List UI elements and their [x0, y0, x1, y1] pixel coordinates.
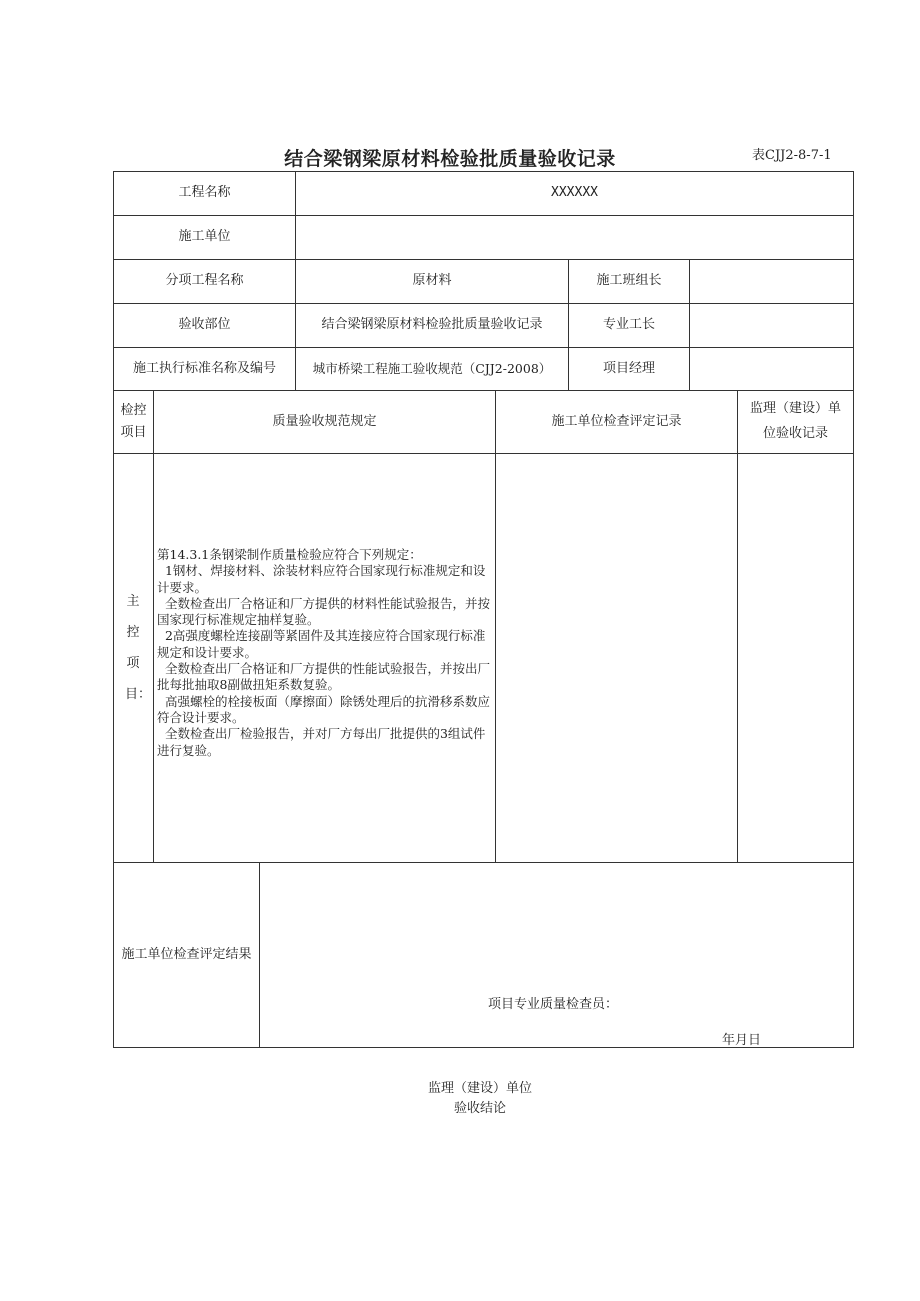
- main-control-label: [118, 586, 152, 710]
- contractor-record-cell: [496, 454, 737, 862]
- pm-value: [690, 348, 853, 390]
- column-header-contractor-record: 施工单位检查评定记录: [551, 413, 682, 429]
- date-label: 年月日: [722, 1033, 762, 1048]
- column-header-check-item: 检控项目: [120, 402, 147, 440]
- subitem-value: 原材料: [412, 273, 452, 289]
- main-control-label-text: 主控项目：: [125, 594, 152, 702]
- col-divider: [259, 862, 260, 1047]
- standard-value: 城市桥梁工程施工验收规范（CJJ2-2008）: [312, 361, 552, 376]
- standard-label: 施工执行标准名称及编号: [132, 360, 276, 376]
- table-border-right: [853, 171, 854, 1048]
- team-leader-value: [690, 260, 853, 303]
- contractor-label: 施工单位: [178, 229, 231, 245]
- team-leader-label: 施工班组长: [596, 273, 662, 289]
- column-header-spec: 质量验收规范规定: [272, 413, 377, 429]
- inspector-label: 项目专业质量检查员：: [488, 997, 619, 1012]
- pm-label: 项目经理: [602, 360, 655, 376]
- result-label: 施工单位检查评定结果: [121, 946, 252, 962]
- col-divider: [153, 390, 154, 862]
- part-value: 结合梁钢梁原材料检验批质量验收记录: [321, 317, 543, 333]
- column-header-supervisor-record: 监理（建设）单位验收记录: [749, 401, 841, 441]
- subitem-label: 分项工程名称: [165, 273, 244, 289]
- foreman-label: 专业工长: [602, 317, 655, 333]
- spec-text: 第14.3.1条钢梁制作质量检验应符合下列规定： 1钢材、焊接材料、涂装材料应符合国家现行标准规定和设计要求。 全数检查出厂合格证和厂方提供的材料性能试验报告，并按国家现行标准规定抽样复验。 2高强度螺栓连接副等紧固件及其连接应符合国家现行标准规定和设计要求。 全数检查出厂合格证和厂方提供的性能试验报告，并按出厂批每批抽取8副做扭矩系数复验。 高强螺栓的栓接板面（摩擦面）除锈处理后的抗滑移系数应符合设计要求。 全数检查出厂检验报告，并对厂方每出厂批提供的3组试件进行复验。: [157, 547, 490, 758]
- part-label: 验收部位: [178, 317, 231, 333]
- page-title: 结合梁钢梁原材料检验批质量验收记录: [284, 148, 616, 170]
- project-name-value: XXXXXX: [551, 185, 598, 201]
- supervisor-conclusion-line2: 验收结论: [453, 1101, 506, 1116]
- project-name-label: 工程名称: [178, 185, 231, 201]
- supervisor-conclusion-line1: 监理（建设）单位: [427, 1081, 532, 1096]
- supervisor-record-cell: [738, 454, 853, 862]
- foreman-value: [690, 304, 853, 347]
- contractor-value: [296, 216, 853, 259]
- form-number: 表CJJ2-8-7-1: [752, 148, 832, 163]
